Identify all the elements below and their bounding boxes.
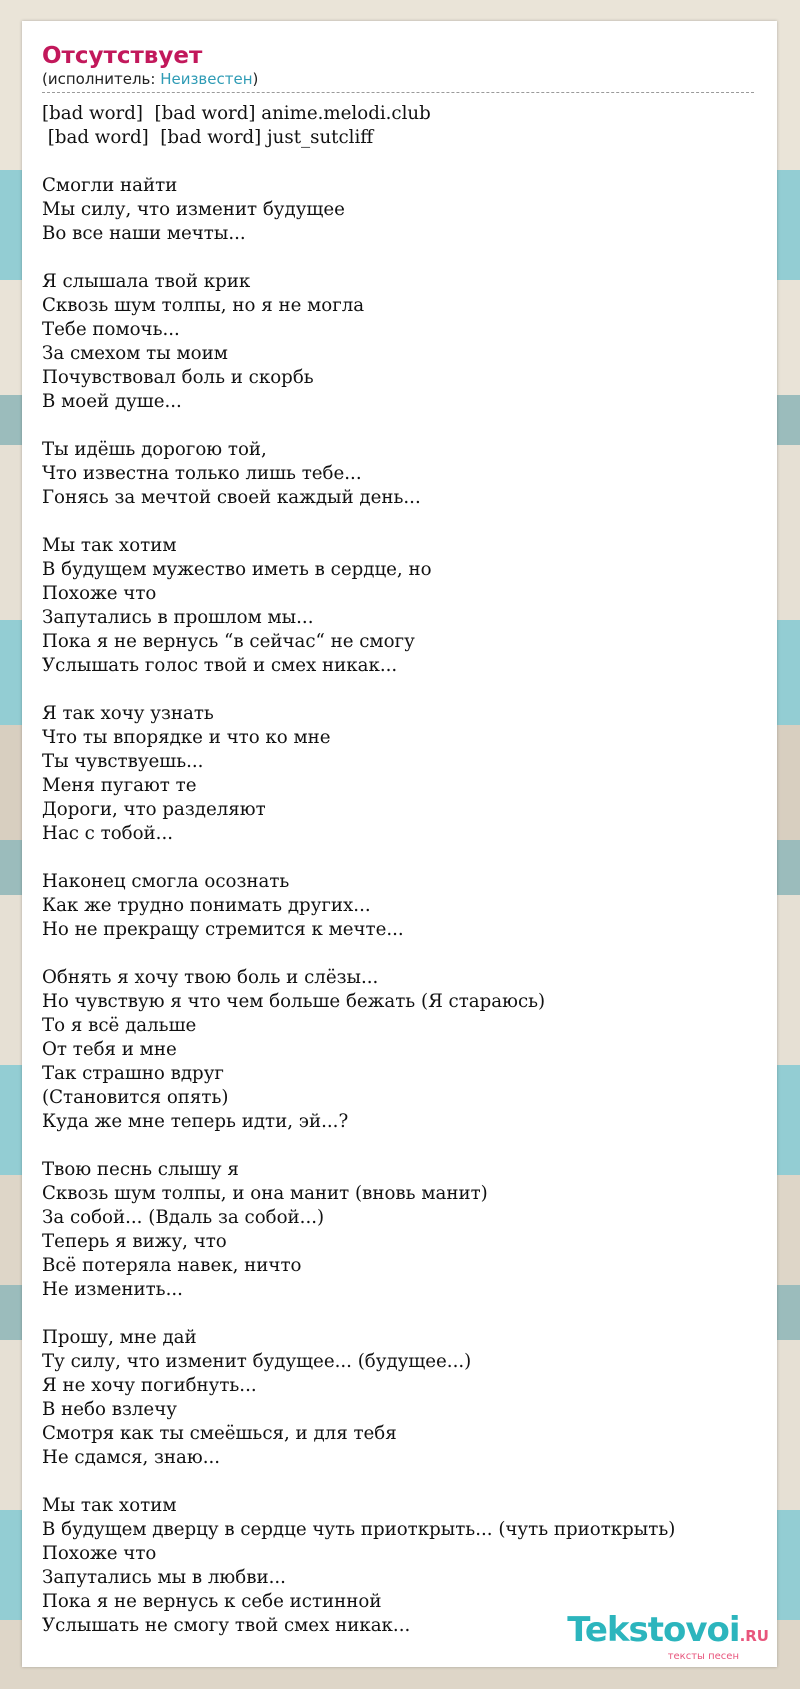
lyrics-line: Но не прекращу стремится к мечте... bbox=[42, 919, 404, 940]
lyrics-line: Что ты впорядке и что ко мне bbox=[42, 727, 331, 748]
logo-main-text: Tekstovoi bbox=[567, 1610, 740, 1650]
lyrics-blank-line bbox=[42, 942, 757, 966]
lyrics-blank-line bbox=[42, 846, 757, 870]
lyrics-blank-line bbox=[42, 678, 757, 702]
lyrics-line: [bad word] [bad word] just_sutcliff bbox=[42, 127, 374, 148]
lyrics-line: Наконец смогла осознать bbox=[42, 871, 290, 892]
lyrics-line: Нас с тобой... bbox=[42, 823, 174, 844]
lyrics-line: Похоже что bbox=[42, 1543, 157, 1564]
song-title: Отсутствует bbox=[42, 43, 203, 69]
lyrics-line: Куда же мне теперь идти, эй...? bbox=[42, 1111, 349, 1132]
lyrics-blank-line bbox=[42, 1470, 757, 1494]
lyrics-line: Как же трудно понимать других... bbox=[42, 895, 371, 916]
lyrics-blank-line bbox=[42, 246, 757, 270]
lyrics-line: Теперь я вижу, что bbox=[42, 1231, 227, 1252]
lyrics-line: Тебе помочь... bbox=[42, 319, 180, 340]
lyrics-line: То я всё дальше bbox=[42, 1015, 197, 1036]
lyrics-line: Сквозь шум толпы, но я не могла bbox=[42, 295, 365, 316]
lyrics-line: Похоже что bbox=[42, 583, 157, 604]
lyrics-line: Мы так хотим bbox=[42, 535, 177, 556]
lyrics-line: Ты идёшь дорогою той, bbox=[42, 439, 267, 460]
logo-wordmark bbox=[567, 1610, 769, 1653]
lyrics-blank-line bbox=[42, 414, 757, 438]
lyrics-line: Почувствовал боль и скорбь bbox=[42, 367, 314, 388]
lyrics-line: Я не хочу погибнуть... bbox=[42, 1375, 257, 1396]
lyrics-blank-line bbox=[42, 1134, 757, 1158]
logo-tagline: тексты песен bbox=[667, 1651, 739, 1662]
lyrics-line: В будущем мужество иметь в сердце, но bbox=[42, 559, 432, 580]
lyrics-line: В моей душе... bbox=[42, 391, 182, 412]
lyrics-line: [bad word] [bad word] anime.melodi.club bbox=[42, 103, 431, 124]
lyrics-line: Запутались в прошлом мы... bbox=[42, 607, 314, 628]
lyrics-line: Не сдамся, знаю... bbox=[42, 1447, 221, 1468]
lyrics-text bbox=[42, 102, 757, 1638]
lyrics-blank-line bbox=[42, 510, 757, 534]
lyrics-line: Обнять я хочу твою боль и слёзы... bbox=[42, 967, 379, 988]
lyrics-line: Но чувствую я что чем больше бежать (Я стараюсь) bbox=[42, 991, 546, 1012]
lyrics-line: Мы силу, что изменит будущее bbox=[42, 199, 345, 220]
lyrics-line: (Становится опять) bbox=[42, 1087, 229, 1108]
lyrics-line: Прошу, мне дай bbox=[42, 1327, 197, 1348]
lyrics-line: Ты чувствуешь... bbox=[42, 751, 204, 772]
lyrics-card bbox=[22, 21, 777, 1667]
lyrics-line: Я так хочу узнать bbox=[42, 703, 214, 724]
logo-tld: .RU bbox=[739, 1627, 769, 1645]
artist-prefix: (исполнитель: bbox=[42, 70, 161, 88]
lyrics-line: Всё потеряла навек, ничто bbox=[42, 1255, 302, 1276]
lyrics-line: Не изменить... bbox=[42, 1279, 183, 1300]
lyrics-line: Так страшно вдруг bbox=[42, 1063, 224, 1084]
lyrics-line: Дороги, что разделяют bbox=[42, 799, 266, 820]
lyrics-line: За смехом ты моим bbox=[42, 343, 228, 364]
lyrics-line: Меня пугают те bbox=[42, 775, 197, 796]
lyrics-line: Твою песнь слышу я bbox=[42, 1159, 239, 1180]
lyrics-blank-line bbox=[42, 1302, 757, 1326]
lyrics-line: Сквозь шум толпы, и она манит (вновь манит) bbox=[42, 1183, 488, 1204]
lyrics-line: Что известна только лишь тебе... bbox=[42, 463, 362, 484]
lyrics-line: В небо взлечу bbox=[42, 1399, 177, 1420]
lyrics-line: Смотря как ты смеёшься, и для тебя bbox=[42, 1423, 397, 1444]
lyrics-line: В будущем дверцу в сердце чуть приоткрыть... (чуть приоткрыть) bbox=[42, 1519, 676, 1540]
lyrics-line: Запутались мы в любви... bbox=[42, 1567, 286, 1588]
lyrics-line: Услышать не смогу твой смех никак... bbox=[42, 1615, 411, 1636]
lyrics-line: Мы так хотим bbox=[42, 1495, 177, 1516]
lyrics-line: Я слышала твой крик bbox=[42, 271, 251, 292]
artist-line bbox=[42, 70, 754, 93]
site-logo[interactable] bbox=[567, 1610, 769, 1663]
lyrics-line: Пока я не вернусь “в сейчас“ не смогу bbox=[42, 631, 415, 652]
lyrics-line: Смогли найти bbox=[42, 175, 178, 196]
lyrics-line: Гонясь за мечтой своей каждый день... bbox=[42, 487, 421, 508]
lyrics-line: Во все наши мечты... bbox=[42, 223, 246, 244]
lyrics-line: За собой... (Вдаль за собой...) bbox=[42, 1207, 325, 1228]
lyrics-blank-line bbox=[42, 150, 757, 174]
lyrics-line: Услышать голос твой и смех никак... bbox=[42, 655, 398, 676]
lyrics-line: От тебя и мне bbox=[42, 1039, 177, 1060]
artist-link[interactable]: Неизвестен bbox=[160, 70, 253, 88]
lyrics-line: Пока я не вернусь к себе истинной bbox=[42, 1591, 382, 1612]
lyrics-line: Ту силу, что изменит будущее... (будущее...) bbox=[42, 1351, 472, 1372]
artist-suffix: ) bbox=[252, 70, 259, 88]
